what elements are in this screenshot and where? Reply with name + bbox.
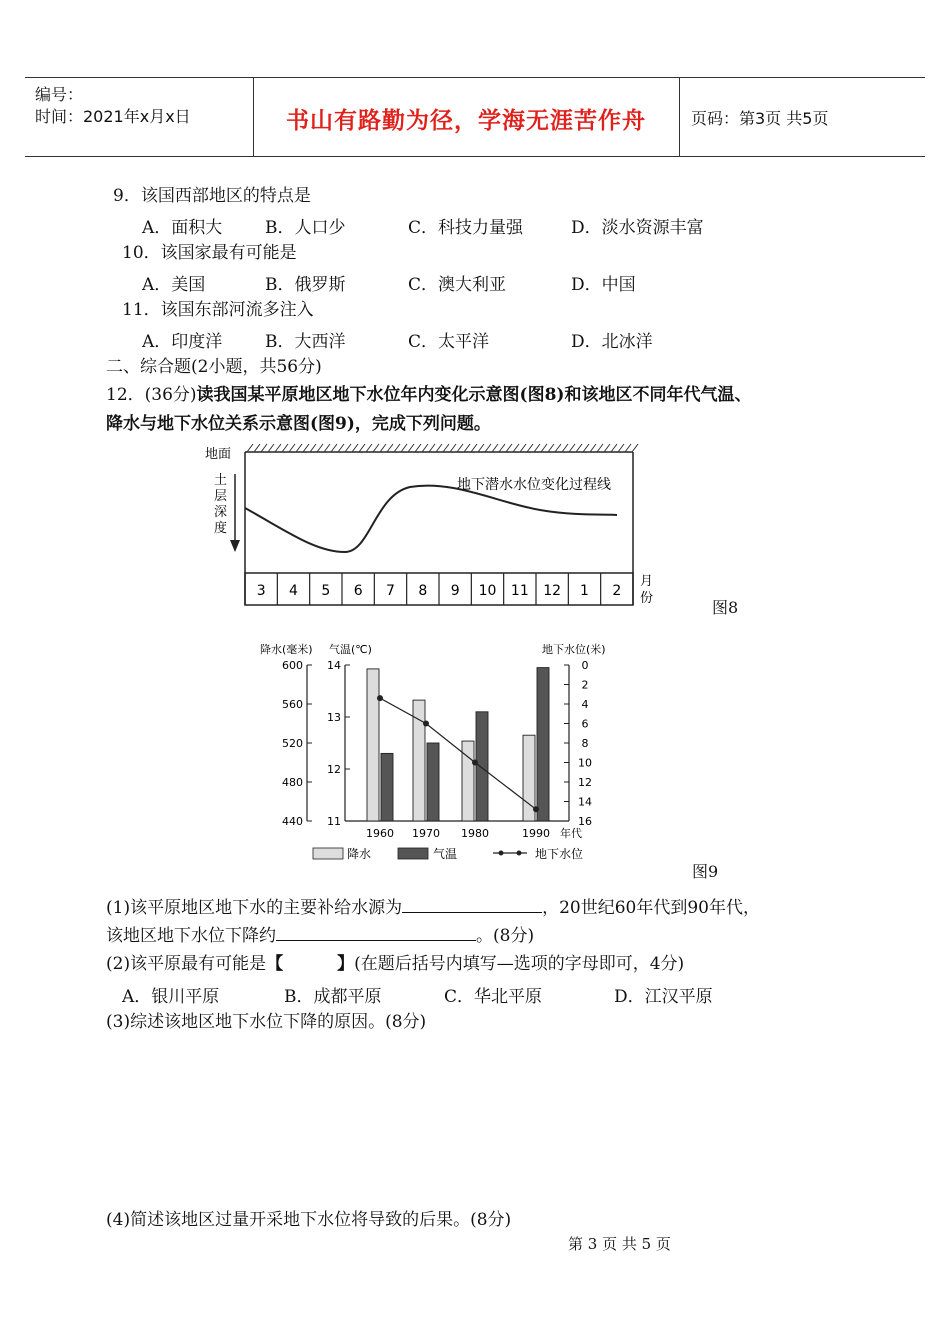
legend-temp-label: 气温	[433, 847, 458, 861]
water-level-curve	[245, 486, 617, 552]
hatch-mark	[338, 444, 344, 452]
precip-bar	[523, 735, 535, 821]
page-info: 页码：第3页 共5页	[691, 109, 829, 128]
decade-label: 1970	[412, 827, 440, 840]
depth-arrow-head	[230, 540, 240, 552]
hatch-mark	[527, 444, 533, 452]
hatch-mark	[548, 444, 554, 452]
number-label: 编号：	[35, 85, 84, 104]
hatch-mark	[478, 444, 484, 452]
hatch-mark	[492, 444, 498, 452]
month-label: 10	[478, 583, 497, 599]
temp-tick-label: 13	[327, 711, 341, 724]
page-footer: 第 3 页 共 5 页	[568, 1235, 671, 1253]
hatch-mark	[261, 444, 267, 452]
figure-9-water-line	[377, 695, 539, 812]
depth-label-2: 层	[214, 489, 228, 504]
question-9-option-b: B．人口少	[265, 218, 346, 238]
hatch-mark	[513, 444, 519, 452]
hatch-mark	[317, 444, 323, 452]
sub-question-3: (3)综述该地区地下水位下降的原因。(8分)	[106, 1012, 427, 1032]
depth-label-1: 土	[214, 473, 228, 488]
temp-bar	[427, 743, 439, 821]
hatch-mark	[436, 444, 442, 452]
question-9-stem: 9．该国西部地区的特点是	[113, 186, 311, 206]
hatch-mark	[632, 444, 638, 452]
hatch-mark	[366, 444, 372, 452]
hatch-mark	[569, 444, 575, 452]
figure-9	[255, 638, 625, 868]
hatch-mark	[373, 444, 379, 452]
precip-tick-label: 440	[282, 815, 303, 828]
hatch-mark	[324, 444, 330, 452]
hatch-mark	[415, 444, 421, 452]
ground-hatching	[247, 444, 638, 452]
hatch-mark	[289, 444, 295, 452]
precip-bar	[413, 700, 425, 821]
hatch-mark	[443, 444, 449, 452]
water-tick-label: 14	[578, 795, 592, 809]
hatch-mark	[408, 444, 414, 452]
answer-blank-1[interactable]	[402, 896, 542, 913]
water-level-point	[423, 721, 429, 727]
legend-temp-swatch	[398, 848, 428, 859]
sub-question-2-option-b: B．成都平原	[284, 987, 382, 1007]
temp-bar	[381, 753, 393, 821]
water-tick-label: 2	[581, 678, 589, 692]
header-meta	[35, 84, 265, 128]
water-tick-label: 4	[581, 698, 589, 711]
mid-axis-title: 气温(℃)	[329, 643, 372, 656]
answer-bracket-close: 】	[337, 954, 355, 974]
document-header	[25, 77, 925, 157]
question-10-stem: 10．该国家最有可能是	[122, 243, 297, 263]
hatch-mark	[464, 444, 470, 452]
section-2-title: 二、综合题(2小题，共56分)	[106, 357, 322, 377]
time-label: 时间：2021年x月x日	[35, 107, 191, 126]
sub1-text-d: 。(8分)	[476, 926, 535, 946]
depth-label-4: 度	[214, 521, 228, 536]
legend-precip-label: 降水	[347, 847, 372, 861]
question-12-stem-line2: 降水与地下水位关系示意图(图9)，完成下列问题。	[106, 414, 491, 434]
sub-question-2-option-d: D．江汉平原	[614, 987, 713, 1007]
question-11-option-d: D．北冰洋	[571, 332, 653, 352]
hatch-mark	[499, 444, 505, 452]
sub1-text-a: (1)该平原地区地下水的主要补给水源为	[106, 898, 403, 918]
left-axis-title: 降水(毫米)	[260, 643, 313, 656]
hatch-mark	[562, 444, 568, 452]
sub1-text-c: 该地区地下水位下降约	[106, 926, 276, 946]
hatch-mark	[541, 444, 547, 452]
hatch-mark	[296, 444, 302, 452]
hatch-mark	[345, 444, 351, 452]
hatch-mark	[429, 444, 435, 452]
water-tick-label: 0	[581, 659, 589, 672]
water-tick-label: 8	[581, 737, 589, 750]
month-unit-1: 月	[640, 574, 654, 589]
hatch-mark	[387, 444, 393, 452]
month-label: 5	[321, 583, 331, 599]
hatch-mark	[618, 444, 624, 452]
answer-blank-2[interactable]	[276, 924, 476, 941]
right-axis-title: 地下水位(米)	[542, 643, 606, 656]
question-12-prefix: 12．(36分)	[106, 385, 197, 405]
figure-8-caption: 图8	[712, 598, 739, 617]
month-label: 6	[353, 583, 363, 599]
ground-label: 地面	[205, 447, 232, 462]
hatch-mark	[604, 444, 610, 452]
hatch-mark	[471, 444, 477, 452]
hatch-mark	[331, 444, 337, 452]
hatch-mark	[422, 444, 428, 452]
temp-tick-label: 11	[327, 815, 341, 828]
water-tick-label: 10	[578, 756, 592, 770]
hatch-mark	[506, 444, 512, 452]
water-tick-label: 16	[578, 815, 592, 828]
month-label: 1	[580, 583, 589, 599]
hatch-mark	[352, 444, 358, 452]
question-9-option-a: A．面积大	[142, 218, 223, 238]
temp-bar	[476, 712, 488, 821]
precip-tick-label: 520	[282, 737, 303, 750]
depth-label-3: 深	[214, 505, 228, 520]
question-12-stem-text: 读我国某平原地区地下水位年内变化示意图(图8)和该地区不同年代气温、	[196, 385, 752, 405]
decade-label: 1980	[461, 827, 489, 840]
temp-bar	[537, 668, 549, 821]
sub2-text-a: (2)该平原最有可能是	[106, 954, 267, 974]
month-unit-2: 份	[640, 591, 654, 606]
sub2-text-b: (在题后括号内填写—选项的字母即可，4分)	[354, 954, 685, 974]
water-level-line	[380, 698, 536, 809]
month-label: 7	[386, 583, 395, 599]
sub-question-2-option-c: C．华北平原	[444, 987, 543, 1007]
question-11-option-c: C．太平洋	[408, 332, 490, 352]
decade-label: 1960	[366, 827, 394, 840]
hatch-mark	[576, 444, 582, 452]
month-label: 12	[543, 583, 562, 599]
hatch-mark	[597, 444, 603, 452]
sub-question-1-line2	[106, 924, 534, 948]
hatch-mark	[583, 444, 589, 452]
legend-water-dot	[517, 851, 522, 856]
precip-tick-label: 560	[282, 698, 303, 711]
legend-water-label: 地下水位	[535, 847, 584, 861]
figure-8	[195, 440, 665, 610]
precip-bar	[367, 669, 379, 821]
month-label: 9	[450, 583, 460, 599]
decade-label: 1990	[522, 827, 550, 840]
header-divider	[679, 78, 680, 156]
hatch-mark	[254, 444, 260, 452]
hatch-mark	[380, 444, 386, 452]
hatch-mark	[247, 444, 253, 452]
hatch-mark	[457, 444, 463, 452]
sub-question-2	[106, 952, 684, 976]
hatch-mark	[534, 444, 540, 452]
water-tick-label: 6	[581, 717, 589, 731]
water-level-point	[377, 695, 383, 701]
answer-bracket-open: 【	[266, 954, 284, 974]
question-10-option-d: D．中国	[571, 275, 636, 295]
curve-label: 地下潜水水位变化过程线	[457, 477, 611, 493]
hatch-mark	[611, 444, 617, 452]
question-11-stem: 11．该国东部河流多注入	[122, 300, 314, 320]
question-11-option-b: B．大西洋	[265, 332, 346, 352]
precip-tick-label: 480	[282, 776, 303, 789]
figure-9-x-labels	[366, 827, 550, 840]
sub-question-4: (4)简述该地区过量开采地下水位将导致的后果。(8分)	[106, 1210, 512, 1230]
hatch-mark	[590, 444, 596, 452]
month-label: 11	[510, 583, 529, 599]
hatch-mark	[485, 444, 491, 452]
water-level-point	[533, 806, 539, 812]
month-label: 8	[418, 583, 428, 599]
month-label: 3	[256, 583, 266, 599]
sub-question-1-line1	[106, 896, 760, 920]
figure-9-caption: 图9	[692, 862, 719, 881]
hatch-mark	[394, 444, 400, 452]
hatch-mark	[310, 444, 316, 452]
hatch-mark	[275, 444, 281, 452]
water-tick-label: 12	[578, 776, 592, 789]
decade-unit: 年代	[560, 827, 582, 840]
hatch-mark	[520, 444, 526, 452]
motto: 书山有路勤为径，学海无涯苦作舟	[286, 108, 646, 134]
question-9-option-c: C．科技力量强	[408, 218, 524, 238]
sub1-text-b: ，20世纪60年代到90年代，	[542, 898, 760, 918]
question-10-option-c: C．澳大利亚	[408, 275, 507, 295]
hatch-mark	[555, 444, 561, 452]
hatch-mark	[359, 444, 365, 452]
question-10-option-b: B．俄罗斯	[265, 275, 346, 295]
month-label: 2	[612, 583, 622, 599]
question-10-option-a: A．美国	[142, 275, 206, 295]
hatch-mark	[401, 444, 407, 452]
month-cells	[257, 573, 622, 605]
legend-water-dot	[499, 851, 504, 856]
temp-tick-label: 14	[327, 659, 341, 672]
hatch-mark	[625, 444, 631, 452]
temp-tick-label: 12	[327, 763, 341, 776]
sub-question-2-option-a: A．银川平原	[122, 987, 220, 1007]
question-12-stem-line1	[106, 383, 751, 407]
water-level-point	[472, 760, 478, 766]
hatch-mark	[303, 444, 309, 452]
question-9-option-d: D．淡水资源丰富	[571, 218, 704, 238]
hatch-mark	[268, 444, 274, 452]
hatch-mark	[450, 444, 456, 452]
legend-precip-swatch	[313, 848, 343, 859]
precip-tick-label: 600	[282, 659, 303, 672]
question-11-option-a: A．印度洋	[142, 332, 223, 352]
hatch-mark	[282, 444, 288, 452]
month-label: 4	[289, 583, 298, 599]
